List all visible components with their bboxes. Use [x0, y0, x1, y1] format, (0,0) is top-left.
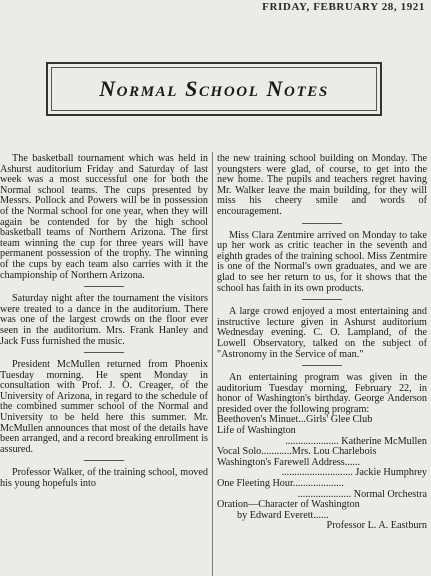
dateline: FRIDAY, FEBRUARY 28, 1921: [262, 1, 425, 13]
article-training-school: the new training school building on Monday. The youngsters were glad, of course, to get into the new home. The pupils and teachers regret having Mr. Walker leave the main building, for they will miss his cheery smile and words of encouragement.: [217, 154, 427, 217]
separator: [84, 352, 124, 353]
article-miss-zentmire: Miss Clara Zentmire arrived on Monday to take up her work as critic teacher in the seventh and eighth grades of the training school. Miss Zentmire is one of the Normal's own graduates, and we are glad to see her return to us, for it shows that the school has faith in its own products.: [217, 229, 427, 294]
banner-title: Normal School Notes: [99, 76, 329, 101]
column-banner: [46, 62, 382, 116]
article-basketball-tournament: The basketball tournament which was held in Ashurst auditorium Friday and Saturday of last week was a most successful one for both the Normal school teams. The cups presented by Messrs. Pollock and Powers will be in possession of the Normal school for one year, when they will again be contended for by the high school basketball teams of Northern Arizona. The first team winning the cup for three years will have permanent possession of the trophy. The winning of the cups by each team also carries with it the championship of Northern Arizona.: [0, 154, 208, 281]
left-column: [0, 154, 210, 576]
program-item: by Edward Everett......: [237, 509, 329, 521]
program-item: ..................... Katherine McMullen: [285, 435, 427, 447]
program-item: One Fleeting Hour....................: [217, 478, 344, 490]
right-column: [217, 154, 427, 576]
program-item: ............................ Jackie Humphrey: [281, 467, 427, 479]
program-item: Oration—Character of Washington: [217, 499, 360, 511]
separator: [84, 286, 124, 287]
article-lecture: A large crowd enjoyed a most entertaining and instructive lecture given in Ashurst auditorium Wednesday evening. C. O. Lampland, of the Lowell Observatory, talked on the subject of "Astronomy in the Service of man.": [217, 306, 427, 360]
article-professor-walker: Professor Walker, of the training school, moved his young hopefuls into: [0, 467, 208, 490]
article-washington-program: An entertaining program was given in the auditorium Tuesday morning, February 22, in honor of Washington's birthday. George Anderson presided over the following program:: [217, 372, 427, 415]
separator: [302, 299, 342, 300]
article-dance: Saturday night after the tournament the visitors were treated to a dance in the auditorium. There was one of the largest crowds on the floor ever seen in the auditorium. Mrs. Frank Hanley and Jack Fuss furnished the music.: [0, 293, 208, 347]
program-item: Vocal Solo............Mrs. Lou Charlebois: [217, 446, 377, 458]
program-item: Beethoven's Minuet...Girls' Glee Club: [217, 414, 373, 426]
column-divider: [212, 152, 213, 576]
program-list: [217, 415, 427, 532]
article-president-mcmullen: President McMullen returned from Phoenix Tuesday morning. He spent Monday in consultation with Prof. J. O. Creager, of the University of Arizona, in regard to the schedule of the combined summer school of the Normal and University to be held here this summer. Mr. McMullen announces that most of the details have been arranged, and a record breaking enrollment is assured.: [0, 359, 208, 455]
program-item: Washington's Farewell Address......: [217, 456, 361, 468]
separator: [302, 223, 342, 224]
program-item: Life of Washington: [217, 425, 296, 437]
separator: [302, 365, 342, 366]
program-item: Professor L. A. Eastburn: [326, 520, 427, 532]
separator: [84, 460, 124, 461]
program-item: ..................... Normal Orchestra: [297, 488, 427, 500]
banner-inner-frame: [51, 67, 377, 111]
